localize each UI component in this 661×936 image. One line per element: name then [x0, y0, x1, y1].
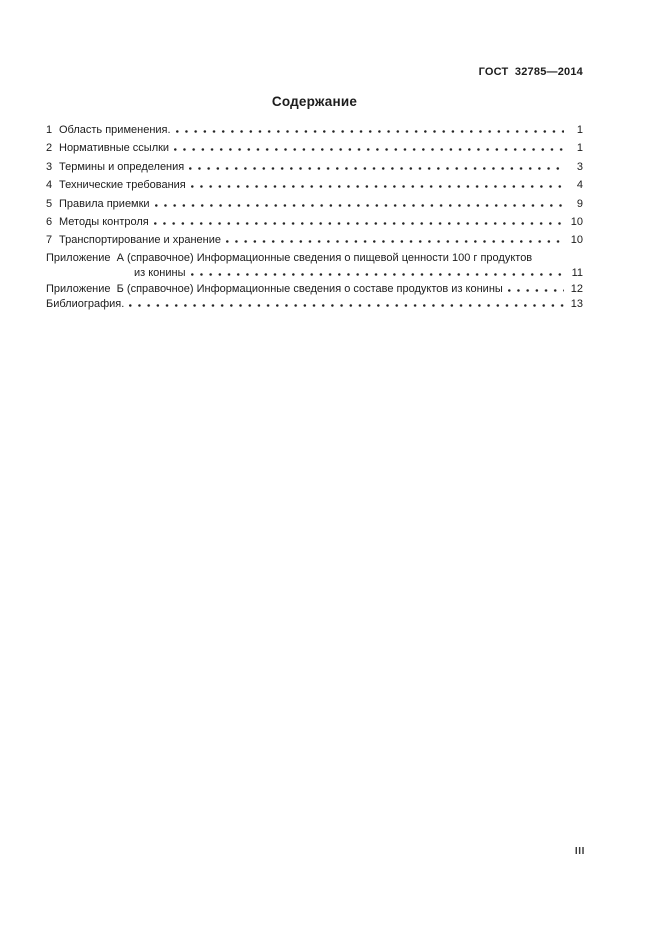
toc-entry-label: Технические требования — [59, 179, 186, 192]
toc-entry-continuation — [46, 266, 583, 282]
toc-entry-label: из конины — [134, 267, 186, 280]
toc-entry-number: 7 — [46, 234, 53, 247]
toc-entry-page: 1 — [576, 124, 583, 136]
toc-entry-appendix-b — [46, 282, 583, 298]
toc-entry-number: 4 — [46, 179, 53, 192]
toc-entry-bibliography — [46, 297, 583, 313]
toc-entry-label: Термины и определения — [59, 160, 185, 173]
toc-entry — [46, 158, 583, 176]
page-title: Содержание — [271, 94, 358, 109]
toc-entry-label: Библиография. — [46, 298, 125, 311]
toc-entry — [46, 121, 583, 139]
toc-entry — [46, 195, 583, 213]
toc-entry — [46, 176, 583, 194]
toc-entry — [46, 213, 583, 231]
toc-entry-label: Методы контроля — [59, 216, 149, 229]
toc-entry-page: 9 — [576, 197, 583, 210]
toc-entry-label: Правила приемки — [59, 197, 150, 210]
dot-leader — [191, 273, 565, 276]
dot-leader — [176, 130, 564, 133]
toc-entry-appendix-a — [46, 251, 583, 282]
toc-entry-page: 12 — [570, 282, 583, 295]
toc-entry — [46, 139, 583, 157]
toc-entry-page: 11 — [571, 267, 583, 280]
dot-leader — [189, 167, 564, 170]
dot-leader — [174, 148, 564, 151]
table-of-contents — [46, 121, 583, 313]
dot-leader — [155, 204, 564, 207]
standard-designation: ГОСТ 32785—2014 — [478, 66, 583, 78]
toc-entry — [46, 231, 583, 249]
toc-entry-label: Приложение А (справочное) Информационные сведения о пищевой ценности 100 г продуктов — [46, 251, 533, 264]
toc-entry-number: 2 — [46, 142, 53, 155]
toc-entry-page: 4 — [576, 179, 583, 192]
toc-entry-page: 13 — [570, 298, 583, 311]
toc-entry-label: Приложение Б (справочное) Информационные сведения о составе продуктов из конины — [46, 282, 503, 295]
toc-entry-page: 1 — [576, 142, 583, 155]
dot-leader — [154, 222, 564, 225]
dot-leader — [226, 240, 564, 243]
toc-entry-label: Нормативные ссылки — [59, 142, 170, 155]
toc-entry-number: 3 — [46, 160, 53, 173]
dot-leader — [508, 289, 564, 292]
toc-entry-label: Область применения. — [59, 124, 171, 136]
dot-leader — [129, 304, 564, 307]
toc-entry-page: 10 — [570, 216, 583, 229]
toc-entry-page: 3 — [576, 160, 583, 173]
toc-entry-page: 10 — [570, 234, 583, 247]
toc-entry-label: Транспортирование и хранение — [59, 234, 221, 247]
dot-leader — [191, 185, 564, 188]
folio-page-number: III — [574, 846, 585, 857]
toc-entry-number: 1 — [46, 124, 53, 136]
toc-entry-line — [46, 251, 583, 267]
toc-entry-number: 5 — [46, 197, 53, 210]
toc-entry-number: 6 — [46, 216, 53, 229]
